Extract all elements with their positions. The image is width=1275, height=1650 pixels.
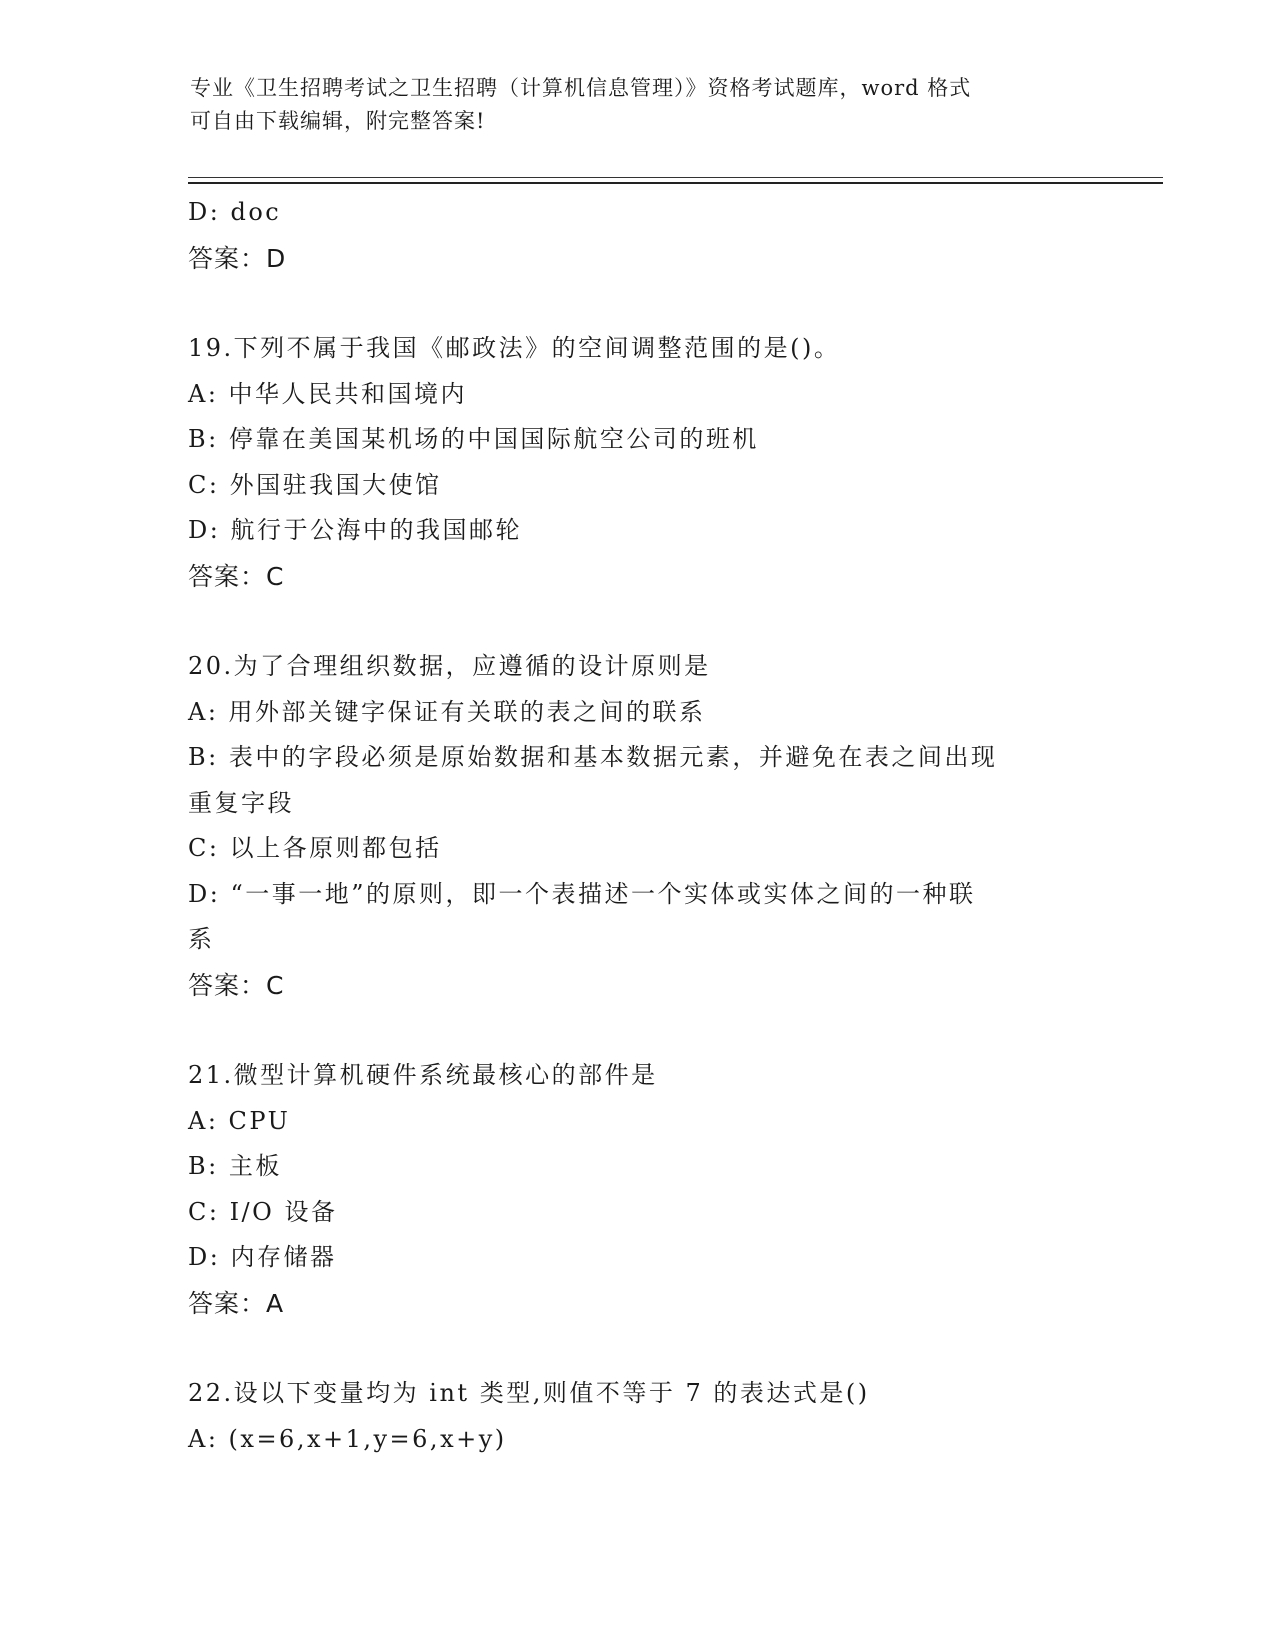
header-title-line-2: 可自由下载编辑，附完整答案! <box>190 109 486 133</box>
question-separator <box>188 1326 1088 1371</box>
header-divider-thin <box>188 177 1163 178</box>
option-line: 重复字段 <box>188 788 294 817</box>
option-line: A: (x=6,x+1,y=6,x+y) <box>188 1424 507 1453</box>
option-line: 系 <box>188 925 215 953</box>
option-line: B: 主板 <box>188 1152 282 1180</box>
option-line: C: 外国驻我国大使馆 <box>188 470 442 499</box>
question-stem: 19.下列不属于我国《邮政法》的空间调整范围的是()。 <box>188 334 841 362</box>
option-line: A: CPU <box>188 1106 291 1135</box>
option-line: A: 中华人民共和国境内 <box>188 379 468 408</box>
option-line: A: 用外部关键字保证有关联的表之间的联系 <box>188 697 706 726</box>
answer-line: 答案：D <box>188 243 287 273</box>
question-stem: 21.微型计算机硬件系统最核心的部件是 <box>188 1061 658 1089</box>
question-separator <box>188 1008 1088 1053</box>
option-line: D: doc <box>188 198 282 226</box>
question-separator <box>188 599 1088 644</box>
question-stem: 22.设以下变量均为 int 类型,则值不等于 7 的表达式是() <box>188 1379 870 1407</box>
document-header <box>190 72 1090 138</box>
question-stem: 20.为了合理组织数据，应遵循的设计原则是 <box>188 652 711 680</box>
option-line: D: 内存储器 <box>188 1243 337 1271</box>
option-line: B: 停靠在美国某机场的中国国际航空公司的班机 <box>188 425 759 453</box>
option-line: B: 表中的字段必须是原始数据和基本数据元素，并避免在表之间出现 <box>188 743 998 771</box>
option-line: C: 以上各原则都包括 <box>188 834 442 862</box>
answer-line: 答案：C <box>188 561 285 591</box>
option-line: D: 航行于公海中的我国邮轮 <box>188 516 522 544</box>
question-separator <box>188 281 1088 326</box>
header-divider-thick <box>188 182 1163 184</box>
header-title-line-1: 专业《卫生招聘考试之卫生招聘（计算机信息管理）》资格考试题库，word 格式 <box>190 76 972 100</box>
answer-line: 答案：A <box>188 1288 285 1318</box>
answer-line: 答案：C <box>188 970 285 1000</box>
question-list <box>188 190 1088 1462</box>
option-line: D: “一事一地”的原则，即一个表描述一个实体或实体之间的一种联 <box>188 879 976 908</box>
option-line: C: I/O 设备 <box>188 1197 338 1226</box>
